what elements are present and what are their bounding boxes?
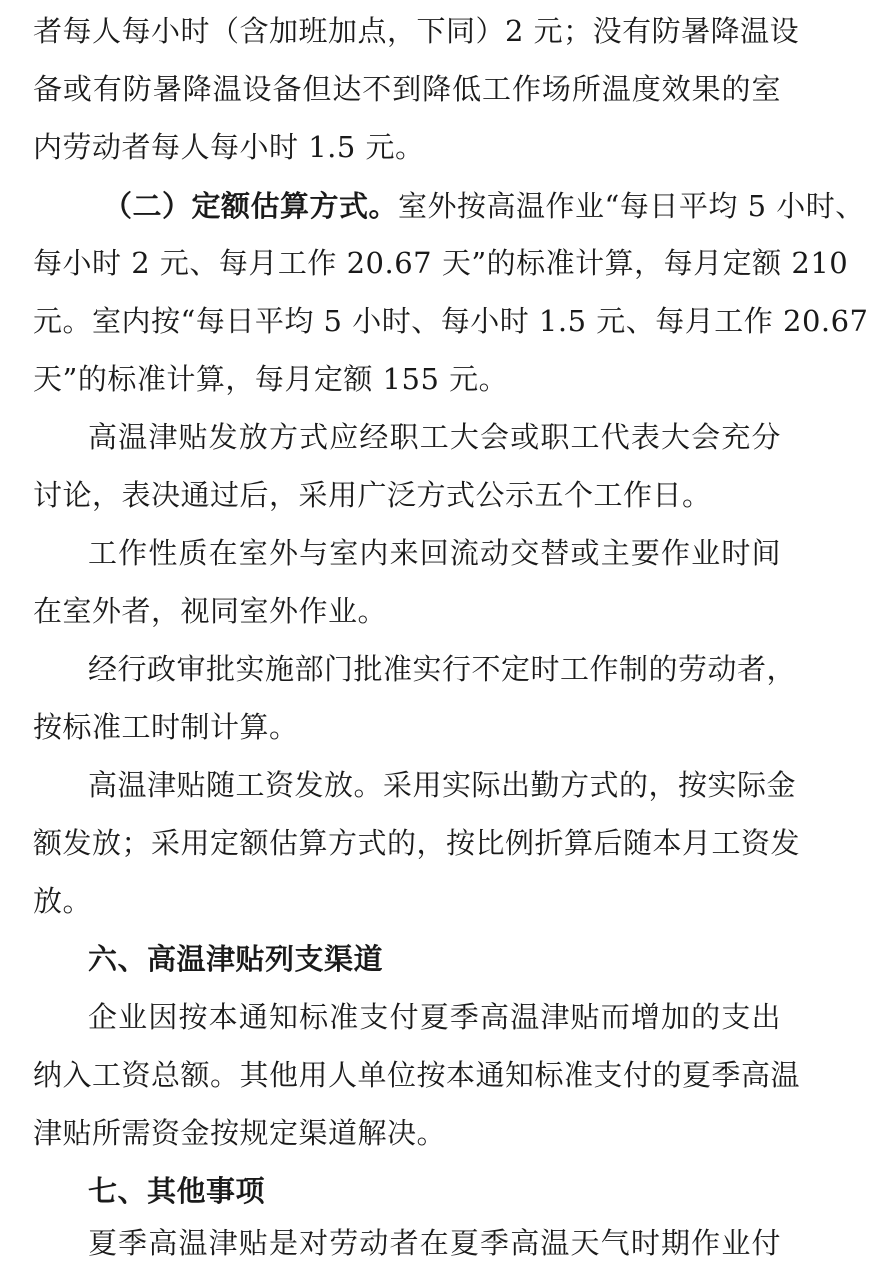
text-line: 者每人每小时（含加班加点，下同）2 元；没有防暑降温设 bbox=[33, 14, 800, 48]
text-line: 天”的标准计算，每月定额 155 元。 bbox=[33, 362, 509, 396]
text-line: 工作性质在室外与室内来回流动交替或主要作业时间 bbox=[88, 536, 781, 570]
text-line: 经行政审批实施部门批准实行不定时工作制的劳动者， bbox=[88, 652, 797, 686]
text-line: 夏季高温津贴是对劳动者在夏季高温天气时期作业付 bbox=[88, 1226, 781, 1260]
subsection-title: 定额估算方式。 bbox=[191, 189, 399, 223]
text-line: 元。室内按“每日平均 5 小时、每小时 1.5 元、每月工作 20.67 bbox=[33, 304, 869, 338]
text-line: 企业因按本通知标准支付夏季高温津贴而增加的支出 bbox=[88, 1000, 781, 1034]
section-heading-7: 七、其他事项 bbox=[88, 1174, 266, 1208]
text-line: 放。 bbox=[33, 884, 93, 918]
text-line: 高温津贴随工资发放。采用实际出勤方式的，按实际金 bbox=[88, 768, 797, 802]
text-line: 额发放；采用定额估算方式的，按比例折算后随本月工资发 bbox=[33, 826, 801, 860]
section-heading-6: 六、高温津贴列支渠道 bbox=[88, 942, 384, 976]
text-line: 高温津贴发放方式应经职工大会或职工代表大会充分 bbox=[88, 420, 781, 454]
text-run: 室外按高温作业“每日平均 5 小时、 bbox=[398, 189, 865, 223]
text-line: 内劳动者每人每小时 1.5 元。 bbox=[33, 130, 425, 164]
text-line: 在室外者，视同室外作业。 bbox=[33, 594, 388, 628]
text-line: 备或有防暑降温设备但达不到降低工作场所温度效果的室 bbox=[33, 72, 781, 106]
text-line: 纳入工资总额。其他用人单位按本通知标准支付的夏季高温 bbox=[33, 1058, 801, 1092]
subsection-label: （二） bbox=[103, 189, 192, 223]
text-line: 讨论，表决通过后，采用广泛方式公示五个工作日。 bbox=[33, 478, 712, 512]
text-line: 每小时 2 元、每月工作 20.67 天”的标准计算，每月定额 210 bbox=[33, 246, 849, 280]
paragraph-line-estimation-method bbox=[103, 183, 865, 229]
text-line: 按标准工时制计算。 bbox=[33, 710, 299, 744]
text-line: 津贴所需资金按规定渠道解决。 bbox=[33, 1116, 447, 1150]
